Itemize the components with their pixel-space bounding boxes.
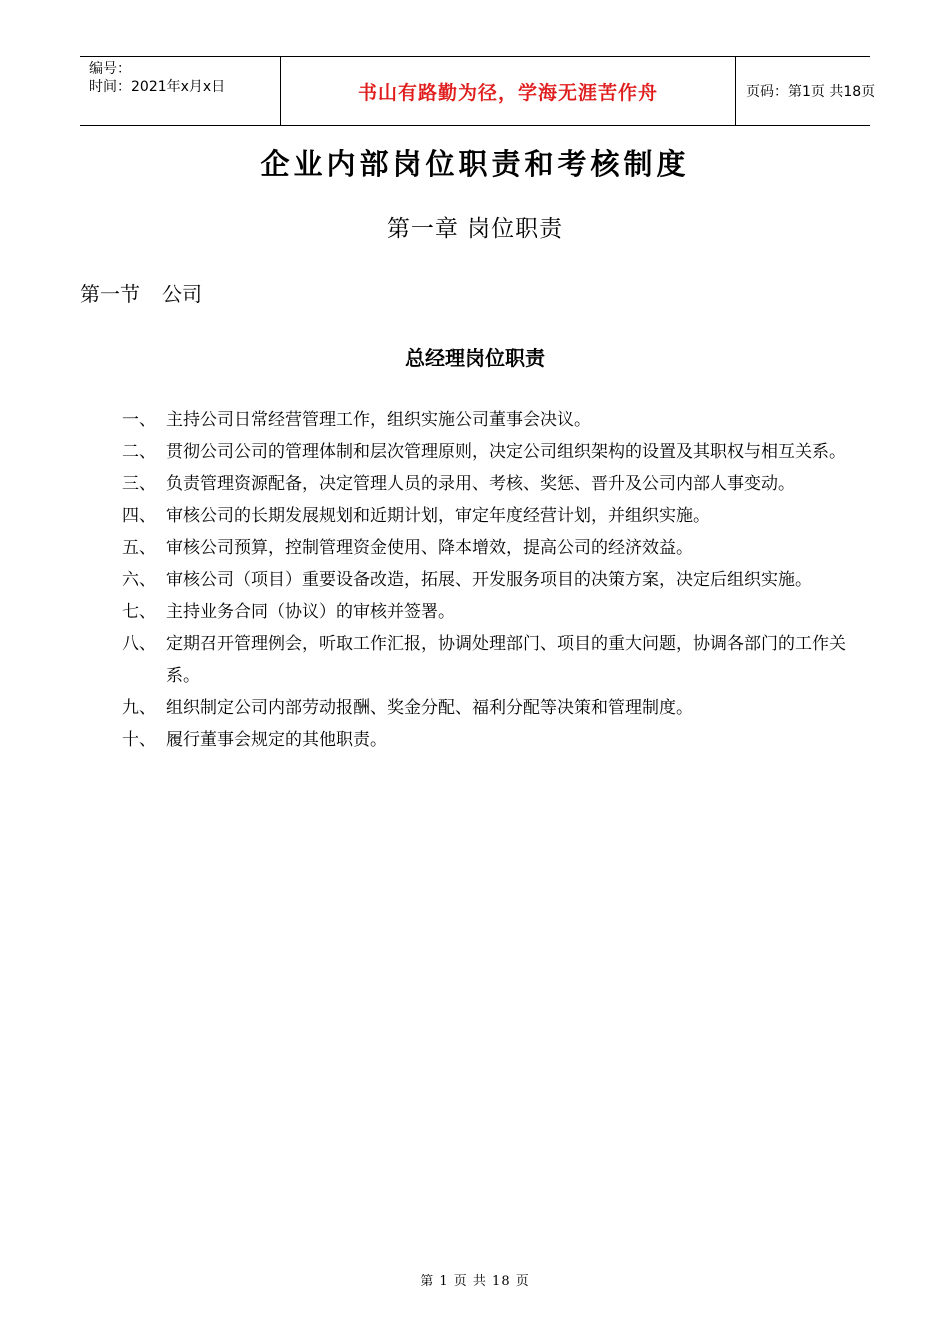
list-item <box>122 500 872 532</box>
list-item <box>122 596 872 628</box>
number-label: 编号： <box>89 61 131 77</box>
list-item <box>122 724 872 756</box>
list-item <box>122 436 872 468</box>
section-number: 第一节 <box>80 282 140 306</box>
list-item-text: 组织制定公司内部劳动报酬、奖金分配、福利分配等决策和管理制度。 <box>166 698 693 718</box>
duty-subtitle: 总经理岗位职责 <box>405 346 545 370</box>
list-item-text: 审核公司预算，控制管理资金使用、降本增效，提高公司的经济效益。 <box>166 538 693 558</box>
header-motto: 书山有路勤为径，学海无涯苦作舟 <box>280 57 736 125</box>
list-item <box>122 628 872 692</box>
list-item-number: 五、 <box>122 538 156 558</box>
document-title: 企业内部岗位职责和考核制度 <box>260 147 690 181</box>
list-item <box>122 468 872 500</box>
section-name: 公司 <box>162 282 202 306</box>
list-item-text: 审核公司（项目）重要设备改造，拓展、开发服务项目的决策方案，决定后组织实施。 <box>166 570 812 590</box>
list-item-text: 审核公司的长期发展规划和近期计划，审定年度经营计划，并组织实施。 <box>166 506 710 526</box>
list-item-text: 定期召开管理例会，听取工作汇报，协调处理部门、项目的重大问题，协调各部门的工作关系。 <box>166 634 846 686</box>
list-item <box>122 564 872 596</box>
header-page-info: 页码：第1页 共18页 <box>746 84 876 100</box>
section-heading <box>80 278 202 307</box>
list-item <box>122 404 872 436</box>
list-item-number: 四、 <box>122 506 156 526</box>
list-item-text: 履行董事会规定的其他职责。 <box>166 730 387 750</box>
list-item-text: 主持公司日常经营管理工作，组织实施公司董事会决议。 <box>166 410 591 430</box>
list-item-number: 十、 <box>122 730 156 750</box>
list-item-number: 七、 <box>122 602 156 622</box>
list-item-number: 二、 <box>122 442 156 462</box>
list-item-text: 贯彻公司公司的管理体制和层次管理原则，决定公司组织架构的设置及其职权与相互关系。 <box>166 442 846 462</box>
duty-list <box>122 404 872 756</box>
list-item-text: 主持业务合同（协议）的审核并签署。 <box>166 602 455 622</box>
list-item <box>122 532 872 564</box>
list-item <box>122 692 872 724</box>
list-item-number: 八、 <box>122 634 156 654</box>
list-item-number: 三、 <box>122 474 156 494</box>
page-header <box>80 56 876 126</box>
list-item-number: 一、 <box>122 410 156 430</box>
list-item-number: 六、 <box>122 570 156 590</box>
list-item-number: 九、 <box>122 698 156 718</box>
time-label: 时间：2021年x月x日 <box>89 79 226 95</box>
page-footer: 第 1 页 共 18 页 <box>420 1274 530 1289</box>
list-item-text: 负责管理资源配备，决定管理人员的录用、考核、奖惩、晋升及公司内部人事变动。 <box>166 474 795 494</box>
chapter-heading: 第一章 岗位职责 <box>386 216 564 242</box>
header-meta <box>80 57 280 125</box>
